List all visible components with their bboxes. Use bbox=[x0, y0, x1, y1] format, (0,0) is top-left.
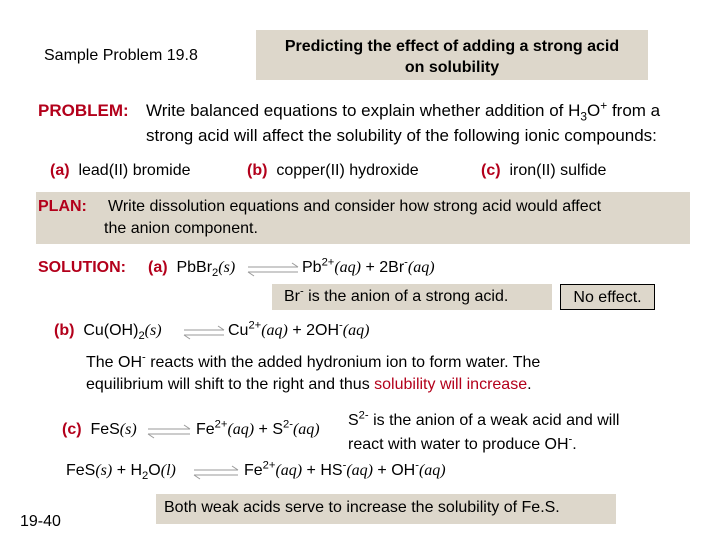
plan-line2: the anion component. bbox=[104, 220, 258, 237]
solution-a-equation: (a) PbBr$_2$(s) bbox=[148, 259, 236, 280]
solution-c-note-line2: react with water to produce OH-. bbox=[348, 433, 577, 453]
solution-label: SOLUTION: bbox=[38, 259, 126, 276]
problem-item-a: (a) lead(II) bromide bbox=[50, 162, 191, 179]
problem-item-b: (b) copper(II) hydroxide bbox=[247, 162, 419, 179]
title-line1: Predicting the effect of adding a strong acid bbox=[284, 38, 620, 55]
problem-line2: strong acid will affect the solubility of the following ionic compounds: bbox=[146, 126, 657, 145]
equilibrium-arrow-icon bbox=[144, 420, 194, 442]
problem-item-c: (c) iron(II) sulfide bbox=[481, 162, 607, 179]
solution-b-explanation-line2: equilibrium will shift to the right and thus solubility will increase. bbox=[86, 376, 532, 393]
equilibrium-arrow-icon bbox=[180, 321, 228, 343]
plan-label: PLAN: bbox=[38, 198, 87, 215]
solution-c-equation: (c) FeS(s) bbox=[62, 421, 137, 438]
title-box bbox=[256, 30, 648, 80]
sample-problem-label: Sample Problem 19.8 bbox=[44, 47, 198, 64]
problem-line1: Write balanced equations to explain whether addition of $H_3O^+$ from a bbox=[146, 98, 661, 124]
solution-b-equation: (b) $Cu(OH)_2(s)$ bbox=[54, 322, 162, 343]
plan-line1: Write dissolution equations and consider how strong acid would affect bbox=[108, 198, 602, 215]
solution-c-hydrolysis-products: $Fe^{2+}(aq) + HS^-(aq) + OH^-(aq)$ bbox=[244, 459, 446, 479]
equilibrium-arrow-icon bbox=[190, 461, 242, 483]
solution-a-note: Br- is the anion of a strong acid. bbox=[272, 284, 552, 310]
solution-c-hydrolysis-reactants: $FeS(s) + H_2O(l)$ bbox=[66, 462, 176, 483]
solution-c-note-line1: $S^{2-}$ is the anion of a weak acid and will bbox=[348, 409, 620, 429]
solution-a-effect: No effect. bbox=[560, 284, 655, 310]
solution-b-products: $Cu^{2+}(aq) + 2OH^-(aq)$ bbox=[228, 319, 370, 339]
solution-c-products: $Fe^{2+}(aq) + S^{2-}(aq)$ bbox=[196, 418, 320, 438]
conclusion-box: Both weak acids serve to increase the solubility of Fe.S. bbox=[156, 494, 616, 524]
page-number: 19-40 bbox=[20, 513, 61, 530]
solution-a-products: $Pb^{2+}(aq) + 2Br^-(aq)$ bbox=[302, 256, 435, 276]
title-line2: on solubility bbox=[404, 59, 500, 76]
solution-b-explanation-line1: The OH- reacts with the added hydronium ion to form water. The bbox=[86, 351, 541, 371]
equilibrium-arrow-icon bbox=[244, 258, 302, 280]
problem-label: PROBLEM: bbox=[38, 101, 129, 120]
